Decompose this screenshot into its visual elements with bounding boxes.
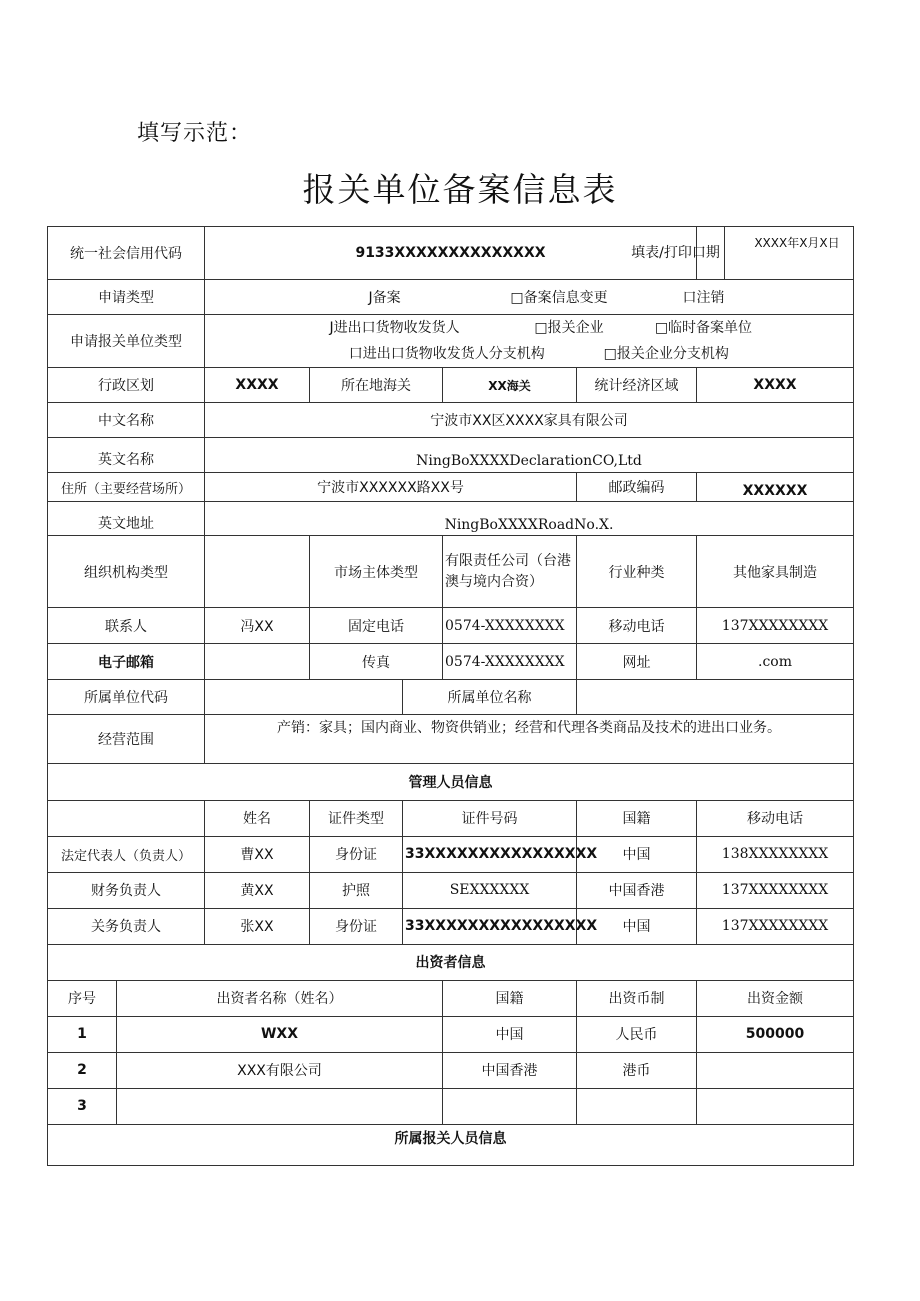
investors-section-title: 出资者信息: [48, 944, 854, 980]
website-field[interactable]: .com: [697, 644, 854, 680]
investors-header-amount: 出资金额: [697, 980, 854, 1016]
cn-name-row: [48, 403, 854, 438]
postcode-field[interactable]: XXXXXX: [697, 473, 854, 502]
table-row: [48, 836, 854, 872]
unit-type-option-consignee[interactable]: J进出口货物收发货人: [329, 320, 460, 337]
scope-field[interactable]: 产销：家具；国内商业、物资供销业；经营和代理各类商品及技术的进出口业务。: [205, 715, 854, 764]
fill-date-label: [697, 227, 725, 280]
market-type-field[interactable]: 有限责任公司（台港澳与境内合资）: [443, 536, 577, 608]
parent-name-field[interactable]: [577, 680, 854, 715]
email-row: [48, 644, 854, 680]
contact-field[interactable]: 冯XX: [205, 608, 310, 644]
page-title: 报关单位备案信息表: [302, 170, 618, 209]
apply-type-option-cancel[interactable]: 口注销: [682, 290, 725, 307]
manager-role: 关务负责人: [48, 908, 205, 944]
address-field[interactable]: 宁波市XXXXXX路XX号: [205, 473, 577, 502]
investor-no: 2: [48, 1052, 117, 1088]
customs-label: 所在地海关: [310, 368, 443, 403]
region-label: 行政区划: [48, 368, 205, 403]
investor-name[interactable]: XXX有限公司: [117, 1052, 443, 1088]
investor-nationality[interactable]: [443, 1088, 577, 1124]
investors-header-no: 序号: [48, 980, 117, 1016]
apply-type-row: [48, 280, 854, 315]
manager-nationality[interactable]: 中国: [577, 908, 697, 944]
manager-role: 法定代表人（负责人）: [48, 836, 205, 872]
parent-code-field[interactable]: [205, 680, 403, 715]
manager-mobile[interactable]: 137XXXXXXXX: [697, 908, 854, 944]
unit-type-option-temporary[interactable]: □临时备案单位: [654, 320, 753, 337]
declarants-section-row: [48, 1124, 854, 1165]
mobile-label: 移动电话: [577, 608, 697, 644]
fill-date-label-text: 填表/打印口期: [631, 245, 720, 261]
investor-currency[interactable]: 人民币: [577, 1016, 697, 1052]
org-type-label: 组织机构类型: [48, 536, 205, 608]
apply-type-option-register[interactable]: J备案: [368, 290, 401, 307]
investors-header-name: 出资者名称（姓名）: [117, 980, 443, 1016]
en-address-label: 英文地址: [48, 502, 205, 536]
unit-type-label: 申请报关单位类型: [48, 315, 205, 368]
managers-header-row: [48, 800, 854, 836]
manager-id-type[interactable]: 身份证: [310, 836, 403, 872]
manager-nationality[interactable]: 中国: [577, 836, 697, 872]
investor-name[interactable]: WXX: [117, 1016, 443, 1052]
declarants-section-title: 所属报关人员信息: [48, 1124, 854, 1165]
en-name-field[interactable]: NingBoXXXXDeclarationCO,Ltd: [205, 438, 854, 473]
credit-code-field[interactable]: 9133XXXXXXXXXXXXXX: [205, 227, 697, 280]
investors-header-nationality: 国籍: [443, 980, 577, 1016]
table-row: [48, 908, 854, 944]
unit-type-options: [205, 315, 854, 368]
manager-role: 财务负责人: [48, 872, 205, 908]
org-row: [48, 536, 854, 608]
en-name-label: 英文名称: [48, 438, 205, 473]
investors-header-currency: 出资币制: [577, 980, 697, 1016]
investors-section-row: [48, 944, 854, 980]
market-type-label: 市场主体类型: [310, 536, 443, 608]
manager-id-type[interactable]: 身份证: [310, 908, 403, 944]
contact-label: 联系人: [48, 608, 205, 644]
industry-field[interactable]: 其他家具制造: [697, 536, 854, 608]
fax-label: 传真: [310, 644, 443, 680]
manager-id-no[interactable]: 33XXXXXXXXXXXXXXXX: [403, 908, 577, 944]
scope-label: 经营范围: [48, 715, 205, 764]
manager-name[interactable]: 曹XX: [205, 836, 310, 872]
website-label: 网址: [577, 644, 697, 680]
investor-nationality[interactable]: 中国香港: [443, 1052, 577, 1088]
investor-currency[interactable]: 港币: [577, 1052, 697, 1088]
manager-id-type[interactable]: 护照: [310, 872, 403, 908]
parent-name-label: 所属单位名称: [403, 680, 577, 715]
apply-type-label: 申请类型: [48, 280, 205, 315]
org-type-field[interactable]: [205, 536, 310, 608]
manager-mobile[interactable]: 137XXXXXXXX: [697, 872, 854, 908]
fill-date-field[interactable]: [725, 227, 854, 280]
credit-code-label: 统一社会信用代码: [48, 227, 205, 280]
investor-no: 1: [48, 1016, 117, 1052]
apply-type-option-change[interactable]: □备案信息变更: [510, 290, 608, 307]
parent-unit-row: [48, 680, 854, 715]
investor-amount[interactable]: 500000: [697, 1016, 854, 1052]
unit-type-option-broker-branch[interactable]: □报关企业分支机构: [603, 346, 729, 363]
table-row: [48, 872, 854, 908]
contact-row: [48, 608, 854, 644]
apply-type-options: [205, 280, 854, 315]
email-field[interactable]: [205, 644, 310, 680]
region-row: [48, 368, 854, 403]
manager-id-no[interactable]: 33XXXXXXXXXXXXXXXX: [403, 836, 577, 872]
manager-id-no[interactable]: SEXXXXXX: [403, 872, 577, 908]
fill-date-value-text: XXXX年X月X日: [754, 236, 840, 250]
manager-name[interactable]: 张XX: [205, 908, 310, 944]
table-row: [48, 1052, 854, 1088]
investors-header-row: [48, 980, 854, 1016]
managers-header-name: 姓名: [205, 800, 310, 836]
en-name-row: [48, 438, 854, 473]
en-address-field[interactable]: NingBoXXXXRoadNo.X.: [205, 502, 854, 536]
address-label: 住所（主要经营场所）: [48, 473, 205, 502]
managers-section-title: 管理人员信息: [48, 764, 854, 800]
investor-name[interactable]: [117, 1088, 443, 1124]
investor-nationality[interactable]: 中国: [443, 1016, 577, 1052]
scope-row: [48, 715, 854, 764]
email-label: 电子邮箱: [48, 644, 205, 680]
postcode-label: 邮政编码: [577, 473, 697, 502]
econ-region-field[interactable]: XXXX: [697, 368, 854, 403]
registration-form-table: [47, 226, 854, 1166]
industry-label: 行业种类: [577, 536, 697, 608]
manager-name[interactable]: 黄XX: [205, 872, 310, 908]
credit-code-row: [48, 227, 854, 280]
managers-header-id-type: 证件类型: [310, 800, 403, 836]
example-label: 填写示范：: [137, 121, 253, 146]
unit-type-option-consignee-branch[interactable]: 口进出口货物收发货人分支机构: [348, 346, 545, 363]
address-row: [48, 473, 854, 502]
managers-header-mobile: 移动电话: [697, 800, 854, 836]
cn-name-field[interactable]: 宁波市XX区XXXX家具有限公司: [205, 403, 854, 438]
investor-no: 3: [48, 1088, 117, 1124]
investor-currency[interactable]: [577, 1088, 697, 1124]
managers-section-row: [48, 764, 854, 800]
managers-header-id-no: 证件号码: [403, 800, 577, 836]
en-address-row: [48, 502, 854, 536]
manager-nationality[interactable]: 中国香港: [577, 872, 697, 908]
cn-name-label: 中文名称: [48, 403, 205, 438]
mobile-field[interactable]: 137XXXXXXXX: [697, 608, 854, 644]
phone-field[interactable]: 0574-XXXXXXXX: [443, 608, 577, 644]
customs-field[interactable]: XX海关: [443, 368, 577, 403]
table-row: [48, 1016, 854, 1052]
manager-mobile[interactable]: 138XXXXXXXX: [697, 836, 854, 872]
table-row: [48, 1088, 854, 1124]
unit-type-option-broker[interactable]: □报关企业: [534, 320, 604, 337]
unit-type-row: [48, 315, 854, 368]
fax-field[interactable]: 0574-XXXXXXXX: [443, 644, 577, 680]
parent-code-label: 所属单位代码: [48, 680, 205, 715]
investor-amount[interactable]: [697, 1052, 854, 1088]
managers-header-nationality: 国籍: [577, 800, 697, 836]
investor-amount[interactable]: [697, 1088, 854, 1124]
phone-label: 固定电话: [310, 608, 443, 644]
region-field[interactable]: XXXX: [205, 368, 310, 403]
managers-header-role: [48, 800, 205, 836]
econ-region-label: 统计经济区域: [577, 368, 697, 403]
